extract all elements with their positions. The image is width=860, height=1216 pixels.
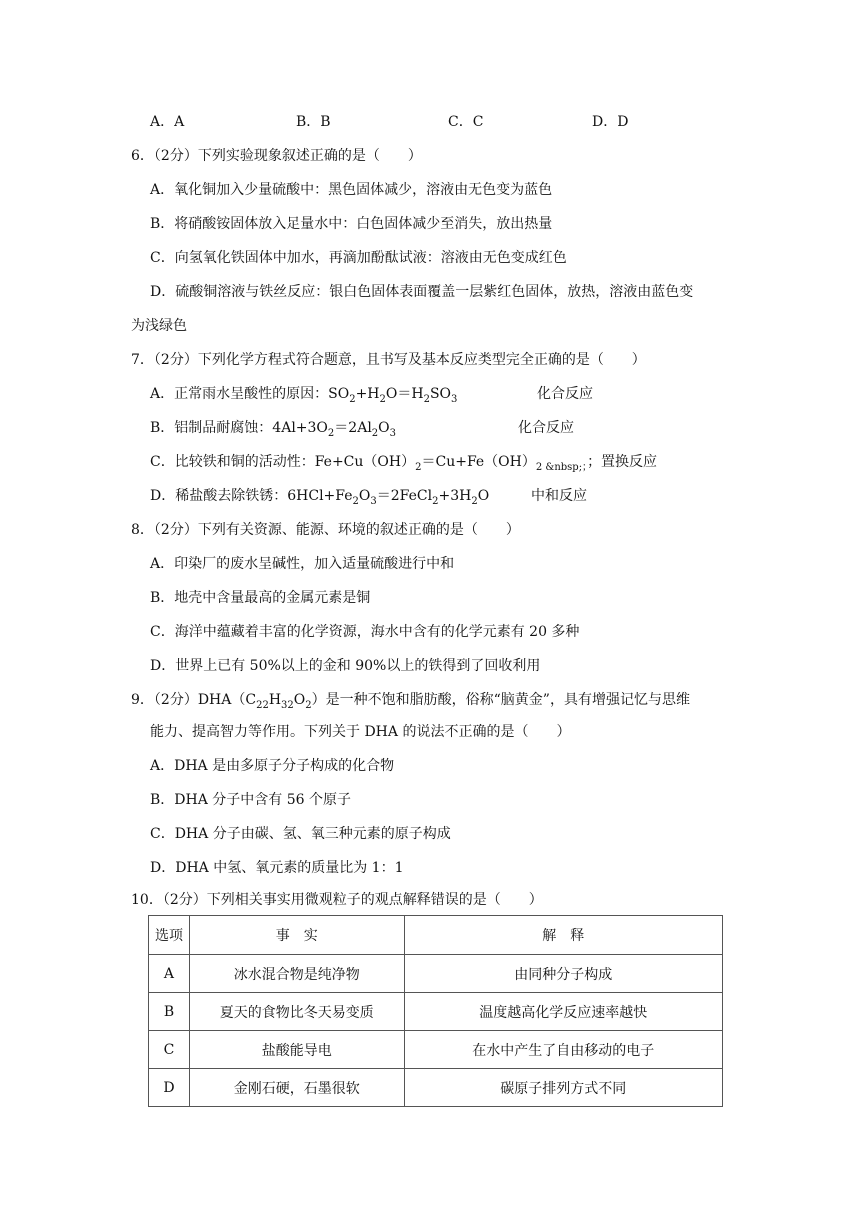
q9-stem-prefix: 9．（2分）DHA（ <box>131 692 246 708</box>
q8-option-a[interactable]: A．印染厂的废水呈碱性，加入适量硫酸进行中和 <box>150 556 455 572</box>
q10-row-a-explanation: 由同种分子构成 <box>404 955 722 993</box>
q9-stem <box>131 690 690 716</box>
q6-option-d-continued: 为浅绿色 <box>131 318 187 334</box>
q10-row-c-option: C <box>149 1031 190 1069</box>
q5-option-d[interactable]: D．D <box>592 114 629 130</box>
table-row[interactable] <box>149 1031 723 1069</box>
q8-stem: 8．（2分）下列有关资源、能源、环境的叙述正确的是（ ） <box>131 522 520 538</box>
q7-option-d[interactable] <box>150 486 850 512</box>
q7-option-c-equation: $Fe+Cu(OH)_2=Cu+Fe(OH)_{2 \&nbsp;;}$ <box>314 454 588 473</box>
q8-option-c[interactable]: C．海洋中蕴藏着丰富的化学资源，海水中含有的化学元素有 20 多种 <box>150 624 580 640</box>
table-row[interactable] <box>149 1069 723 1107</box>
q9-option-c[interactable]: C．DHA 分子由碳、氢、氧三种元素的原子构成 <box>150 826 451 842</box>
q10-row-b-option: B <box>149 993 190 1031</box>
q10-header-fact: 事 实 <box>189 916 404 955</box>
q8-option-d[interactable]: D．世界上已有 50%以上的金和 90%以上的铁得到了回收利用 <box>150 658 541 674</box>
q6-option-a[interactable]: A．氧化铜加入少量硫酸中：黑色固体减少，溶液由无色变为蓝色 <box>150 182 553 198</box>
q8-option-b[interactable]: B．地壳中含量最高的金属元素是铜 <box>150 590 371 606</box>
q7-option-b-type: 化合反应 <box>518 420 574 436</box>
q6-option-b[interactable]: B．将硝酸铵固体放入足量水中：白色固体减少至消失，放出热量 <box>150 216 553 232</box>
q6-option-c[interactable]: C．向氢氧化铁固体中加水，再滴加酚酞试液：溶液由无色变成红色 <box>150 250 567 266</box>
q7-option-c-prefix: C．比较铁和铜的活动性： <box>150 454 315 470</box>
q7-option-b-equation: $4Al+3O_2=2Al_2O_3$ <box>272 420 397 439</box>
q10-table-header-row <box>149 916 723 955</box>
q9-option-d[interactable]: D．DHA 中氢、氧元素的质量比为 1：1 <box>150 860 404 876</box>
q10-row-c-fact: 盐酸能导电 <box>189 1031 404 1069</box>
q9-option-a[interactable]: A．DHA 是由多原子分子构成的化合物 <box>150 758 395 774</box>
q10-stem: 10．（2分）下列相关事实用微观粒子的观点解释错误的是（ ） <box>131 892 543 908</box>
q6-stem: 6．（2分）下列实验现象叙述正确的是（ ） <box>131 148 422 164</box>
table-row[interactable] <box>149 993 723 1031</box>
q7-option-a-type: 化合反应 <box>537 386 593 402</box>
q10-row-b-explanation: 温度越高化学反应速率越快 <box>404 993 722 1031</box>
q7-option-a-prefix: A．正常雨水呈酸性的原因： <box>150 386 329 402</box>
q10-row-d-explanation: 碳原子排列方式不同 <box>404 1069 722 1107</box>
q9-stem-continued: 能力、提高智力等作用。下列关于 DHA 的说法不正确的是（ ） <box>150 724 571 740</box>
q10-row-d-option: D <box>149 1069 190 1107</box>
q6-option-d[interactable]: D．硫酸铜溶液与铁丝反应：银白色固体表面覆盖一层紫红色固体，放热，溶液由蓝色变 <box>150 284 694 300</box>
q9-stem-suffix: ）是一种不饱和脂肪酸，俗称“脑黄金”，具有增强记忆与思维 <box>311 692 690 708</box>
q7-option-c-type: ；置换反应 <box>587 454 658 470</box>
q7-option-c[interactable] <box>150 452 850 478</box>
q9-formula: $C_{22}H_{32}O_2$ <box>245 692 312 711</box>
q10-row-a-option: A <box>149 955 190 993</box>
q7-option-d-prefix: D．稀盐酸去除铁锈： <box>150 488 288 504</box>
q7-option-a[interactable] <box>150 384 850 410</box>
q10-row-b-fact: 夏天的食物比冬天易变质 <box>189 993 404 1031</box>
q10-row-c-explanation: 在水中产生了自由移动的电子 <box>404 1031 722 1069</box>
q10-header-explanation: 解 释 <box>404 916 722 955</box>
q10-row-d-fact: 金刚石硬，石墨很软 <box>189 1069 404 1107</box>
q5-option-c[interactable]: C．C <box>448 114 484 130</box>
q7-stem: 7．（2分）下列化学方程式符合题意，且书写及基本反应类型完全正确的是（ ） <box>131 352 646 368</box>
q10-row-a-fact: 冰水混合物是纯净物 <box>189 955 404 993</box>
q5-option-b[interactable]: B．B <box>296 114 331 130</box>
q5-option-a[interactable]: A．A <box>150 114 185 130</box>
q7-option-b[interactable] <box>150 418 850 444</box>
q7-option-d-type: 中和反应 <box>531 488 587 504</box>
q10-table <box>148 915 723 1107</box>
q9-option-b[interactable]: B．DHA 分子中含有 56 个原子 <box>150 792 351 808</box>
q7-option-b-prefix: B．铝制品耐腐蚀： <box>150 420 273 436</box>
table-row[interactable] <box>149 955 723 993</box>
q10-header-option: 选项 <box>149 916 190 955</box>
q7-option-d-equation: $6HCl+Fe_2O_3=2FeCl_2+3H_2O$ <box>287 488 490 507</box>
q7-option-a-equation: $SO_2+H_2O=H_2SO_3$ <box>328 386 458 405</box>
